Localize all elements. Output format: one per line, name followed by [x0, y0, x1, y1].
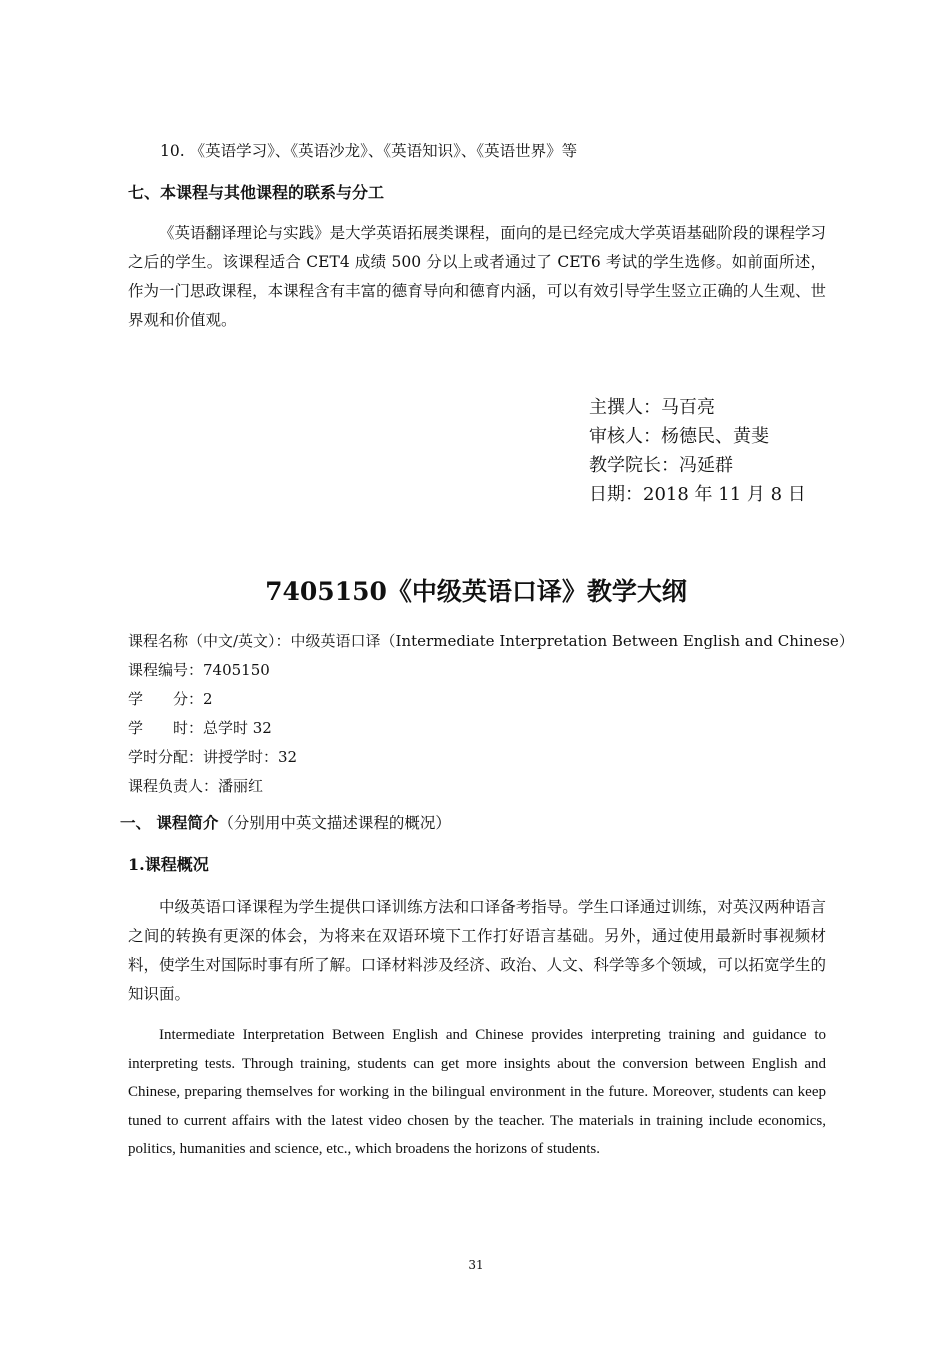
course-instructor: 课程负责人：潘丽红	[128, 777, 264, 795]
signature-dean: 教学院长：冯延群	[589, 455, 733, 476]
section1-heading-note: （分别用中英文描述课程的概况）	[218, 814, 451, 832]
section7-heading: 七、本课程与其他课程的联系与分工	[128, 183, 385, 202]
hours-distribution: 学时分配：讲授学时：32	[128, 748, 298, 766]
course-name: 课程名称（中文/英文）：中级英语口译（Intermediate Interpretation Between English and Chinese）	[128, 632, 854, 650]
signature-date: 日期：2018 年 11 月 8 日	[589, 484, 806, 505]
overview-zh-paragraph: 中级英语口译课程为学生提供口译训练方法和口译备考指导。学生口译通过训练，对英汉两种语言之间的转换有更深的体会，为将来在双语环境下工作打好语言基础。另外，通过使用最新时事视频材料，使学生对国际时事有所了解。口译材料涉及经济、政治、人文、科学等多个领域，可以拓宽学生的知识面。	[128, 898, 826, 1003]
syllabus-title: 7405150《中级英语口译》教学大纲	[265, 577, 687, 606]
section1-heading-bold: 一、 课程简介	[120, 813, 219, 832]
section1-heading	[120, 811, 451, 833]
page-number: 31	[468, 1258, 484, 1272]
course-credits: 学 分：2	[128, 690, 213, 708]
section7-paragraph: 《英语翻译理论与实践》是大学英语拓展类课程，面向的是已经完成大学英语基础阶段的课程学习之后的学生。该课程适合 CET4 成绩 500 分以上或者通过了 CET6 考试的学生选修。如前面所述，作为一门思政课程，本课程含有丰富的德育导向和德育内涵，可以有效引导学生竖立正确的人生观、世界观和价值观。	[128, 224, 826, 329]
signature-author: 主撰人：马百亮	[589, 397, 715, 418]
reference-item-10: 10. 《英语学习》、《英语沙龙》、《英语知识》、《英语世界》等	[160, 142, 578, 160]
course-hours: 学 时：总学时 32	[128, 719, 272, 737]
signature-reviewer: 审核人：杨德民、黄斐	[589, 426, 769, 447]
overview-en-paragraph: Intermediate Interpretation Between English and Chinese provides interpreting training and guidance to interpreting tests. Through training, students can get more insights about the conversion between English and Chinese, preparing themselves for working in the bilingual environment in the future. Moreover, students can keep tuned to current affairs with the latest video chosen by the teacher. The materials in training include economics, politics, humanities and science, etc., which broadens the horizons of students.	[128, 1027, 826, 1157]
course-code: 课程编号：7405150	[128, 661, 270, 679]
overview-subheading: 1.课程概况	[128, 855, 209, 874]
